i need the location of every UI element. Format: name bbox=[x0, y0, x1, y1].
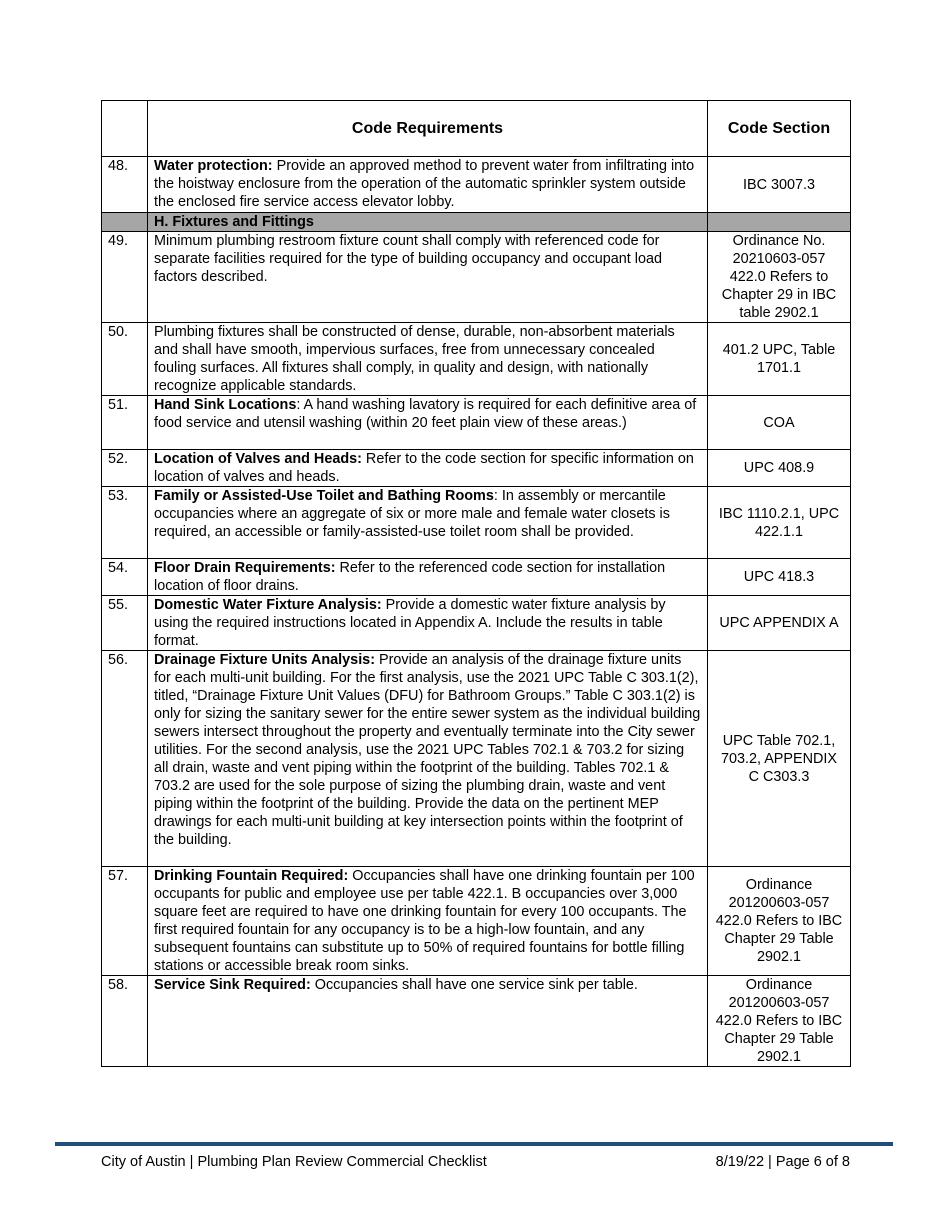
requirement-text: Provide an analysis of the drainage fixture units for each multi-unit building. For the first analysis, use the 2021 UPC Table C 303.1(2), titled, “Drainage Fixture Unit Values (DFU) for Bathroom Groups.” Table C 303.1(2) is only for sizing the sanitary sewer for the entire sewer system as the individual building sewers intersect throughout the property and eventually terminate into the City sewer utilities. For the second analysis, use the 2021 UPC Tables 702.1 & 703.2 for sizing all drain, waste and vent piping within the footprint of the building. Tables 702.1 & 703.2 are used for the sole purpose of sizing the plumbing drain, waste and vent piping within the footprint of the building. Provide the data on the pertinent MEP drawings for each multi-unit building at key intersection points within the footprint of the building. bbox=[154, 652, 701, 848]
header-code-requirements: Code Requirements bbox=[148, 101, 708, 157]
row-code-section: UPC APPENDIX A bbox=[708, 596, 851, 651]
row-code-section: UPC Table 702.1, 703.2, APPENDIX C C303.3 bbox=[708, 651, 851, 867]
requirement-text: Occupancies shall have one service sink per table. bbox=[310, 977, 638, 993]
requirement-text: Provide a domestic water fixture analysis by using the required instructions located in Appendix A. Include the results in table format. bbox=[154, 597, 666, 649]
requirement-text: Plumbing fixtures shall be constructed of dense, durable, non-absorbent materials and shall have smooth, impervious surfaces, free from unnecessary concealed fouling surfaces. All fixtures shall comply, in quality and design, with nationally recognize applicable standards. bbox=[154, 324, 675, 394]
row-code-section: UPC 408.9 bbox=[708, 450, 851, 487]
row-number: 57. bbox=[102, 867, 148, 976]
row-number: 49. bbox=[102, 232, 148, 323]
row-requirement bbox=[148, 867, 708, 976]
row-number: 50. bbox=[102, 323, 148, 396]
table-row bbox=[102, 157, 851, 213]
row-code-section: Ordinance 201200603-057 422.0 Refers to IBC Chapter 29 Table 2902.1 bbox=[708, 976, 851, 1067]
row-requirement bbox=[148, 596, 708, 651]
requirement-text: : In assembly or mercantile occupancies where an aggregate of six or more male and female water closets is required, an accessible or family-assisted-use toilet room shall be provided. bbox=[154, 488, 670, 540]
row-number: 51. bbox=[102, 396, 148, 450]
table-row bbox=[102, 487, 851, 559]
row-number: 55. bbox=[102, 596, 148, 651]
footer-date-page: 8/19/22 | Page 6 of 8 bbox=[715, 1154, 850, 1170]
row-requirement bbox=[148, 323, 708, 396]
row-number: 53. bbox=[102, 487, 148, 559]
requirement-title: Domestic Water Fixture Analysis: bbox=[154, 597, 382, 613]
row-requirement bbox=[148, 487, 708, 559]
requirement-text: Provide an approved method to prevent water from infiltrating into the hoistway enclosure from the operation of the automatic sprinkler system outside the enclosed fire service access elevator lobby. bbox=[154, 158, 695, 210]
requirement-title: Drainage Fixture Units Analysis: bbox=[154, 652, 375, 668]
footer-document-title: City of Austin | Plumbing Plan Review Commercial Checklist bbox=[101, 1154, 487, 1170]
row-code-section: IBC 3007.3 bbox=[708, 157, 851, 213]
row-number: 48. bbox=[102, 157, 148, 213]
row-requirement bbox=[148, 651, 708, 867]
requirement-title: Service Sink Required: bbox=[154, 977, 311, 993]
requirement-title: Floor Drain Requirements: bbox=[154, 560, 336, 576]
requirement-text: : A hand washing lavatory is required for each definitive area of food service and utensil washing (within 20 feet plain view of these areas.) bbox=[154, 397, 697, 431]
code-requirements-table bbox=[101, 100, 851, 1067]
table-row bbox=[102, 323, 851, 396]
table-row bbox=[102, 867, 851, 976]
table-row bbox=[102, 596, 851, 651]
requirement-text: Minimum plumbing restroom fixture count shall comply with referenced code for separate facilities required for the type of building occupancy and occupant load factors described. bbox=[154, 233, 662, 285]
row-number: 56. bbox=[102, 651, 148, 867]
row-number: 54. bbox=[102, 559, 148, 596]
section-number-cell bbox=[102, 213, 148, 232]
row-code-section: UPC 418.3 bbox=[708, 559, 851, 596]
requirement-title: Family or Assisted-Use Toilet and Bathing Rooms bbox=[154, 488, 494, 504]
requirement-title: Water protection: bbox=[154, 158, 273, 174]
row-requirement bbox=[148, 232, 708, 323]
section-header-row bbox=[102, 213, 851, 232]
row-requirement bbox=[148, 976, 708, 1067]
section-title: H. Fixtures and Fittings bbox=[148, 213, 708, 232]
table-row bbox=[102, 976, 851, 1067]
row-code-section: COA bbox=[708, 396, 851, 450]
row-number: 52. bbox=[102, 450, 148, 487]
row-code-section: Ordinance No. 20210603-057 422.0 Refers to Chapter 29 in IBC table 2902.1 bbox=[708, 232, 851, 323]
table-row bbox=[102, 651, 851, 867]
table-header-row bbox=[102, 101, 851, 157]
table-row bbox=[102, 396, 851, 450]
requirement-title: Hand Sink Locations bbox=[154, 397, 297, 413]
table-row bbox=[102, 559, 851, 596]
section-code-cell bbox=[708, 213, 851, 232]
header-number bbox=[102, 101, 148, 157]
row-requirement bbox=[148, 450, 708, 487]
requirement-text: Occupancies shall have one drinking fountain per 100 occupants for public and employee use per table 422.1. B occupancies over 3,000 square feet are required to have one drinking fountain for every 100 occupants. The first required fountain for any occupancy is to be a high-low fountain, and any subsequent fountains can substitute up to 50% of required fountains for bottle filling stations or accessible break room sinks. bbox=[154, 868, 695, 974]
requirement-text: Refer to the referenced code section for installation location of floor drains. bbox=[154, 560, 666, 594]
header-code-section: Code Section bbox=[708, 101, 851, 157]
row-code-section: 401.2 UPC, Table 1701.1 bbox=[708, 323, 851, 396]
row-number: 58. bbox=[102, 976, 148, 1067]
table-row bbox=[102, 450, 851, 487]
row-code-section: IBC 1110.2.1, UPC 422.1.1 bbox=[708, 487, 851, 559]
row-requirement bbox=[148, 396, 708, 450]
table-row bbox=[102, 232, 851, 323]
requirement-title: Drinking Fountain Required: bbox=[154, 868, 349, 884]
requirement-title: Location of Valves and Heads: bbox=[154, 451, 362, 467]
footer-divider bbox=[55, 1142, 893, 1146]
row-requirement bbox=[148, 559, 708, 596]
row-code-section: Ordinance 201200603-057 422.0 Refers to IBC Chapter 29 Table 2902.1 bbox=[708, 867, 851, 976]
requirement-text: Refer to the code section for specific information on location of valves and heads. bbox=[154, 451, 694, 485]
row-requirement bbox=[148, 157, 708, 213]
